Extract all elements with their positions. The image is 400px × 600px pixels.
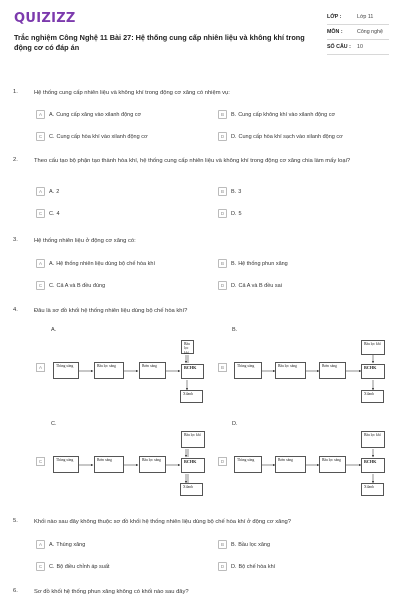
option-key: C. <box>49 210 55 217</box>
option-letter-box: C <box>36 281 45 290</box>
option-letter-box: D <box>218 209 227 218</box>
block-bom-xang: Bơm xăng <box>319 362 346 379</box>
question-number: 5. <box>13 518 18 524</box>
option-key: C. <box>49 563 55 570</box>
option-letter-box: B <box>218 110 227 119</box>
count-value: 10 <box>357 44 363 50</box>
option-text: Cung cấp hòa khí sạch vào xilanh động cơ <box>238 133 343 140</box>
block-bau-loc-khi: Bầu lọc khí <box>181 340 194 354</box>
question-number: 4. <box>13 307 18 313</box>
block-bchk: BCHK <box>181 364 204 379</box>
option-d[interactable] <box>218 562 275 571</box>
block-xilanh: Xilanh <box>361 483 384 496</box>
option-text: Bầu lọc xăng <box>238 541 271 548</box>
option-text: Cả A và B đều sai <box>238 282 282 289</box>
option-text: Bộ chế hòa khí <box>238 563 276 570</box>
option-letter-box: B <box>218 259 227 268</box>
block-bchk: BCHK <box>181 458 205 473</box>
block-xilanh: Xilanh <box>180 483 203 496</box>
diagram-option-c[interactable]: C <box>36 457 45 466</box>
option-letter-box: B <box>218 540 227 549</box>
diagram-option-d[interactable]: D <box>218 457 227 466</box>
option-text: Cả A và B đều đúng <box>56 282 106 289</box>
option-letter-box: D <box>218 562 227 571</box>
option-text: 2 <box>56 188 60 195</box>
option-text: 4 <box>56 210 60 217</box>
option-text: Hệ thống nhiên liệu dùng bộ chế hòa khí <box>56 260 155 267</box>
subject-label: MÔN : <box>327 29 343 35</box>
block-bau-loc-khi: Bầu lọc khí <box>361 431 385 448</box>
option-letter-box: C <box>36 209 45 218</box>
option-text: 5 <box>238 210 242 217</box>
option-letter-box: B <box>218 187 227 196</box>
option-text: Hệ thống phun xăng <box>238 260 288 267</box>
option-letter-box: C <box>36 132 45 141</box>
diagram-label-c: C. <box>51 421 57 427</box>
question-number: 2. <box>13 157 18 163</box>
diagram-label-a: A. <box>51 327 57 333</box>
class-value: Lớp 11 <box>357 14 374 20</box>
class-label: LỚP : <box>327 14 342 20</box>
option-key: D. <box>231 133 237 140</box>
option-key: A. <box>49 541 55 548</box>
option-text: Cung cấp không khí vào xilanh động cơ <box>238 111 336 118</box>
option-key: B. <box>231 260 237 267</box>
block-xilanh: Xilanh <box>180 390 203 403</box>
block-bchk: BCHK <box>361 364 385 379</box>
option-text: Thùng xăng <box>56 541 86 548</box>
option-text: Cung cấp hòa khí vào xilanh động cơ <box>56 133 148 140</box>
option-text: 3 <box>238 188 242 195</box>
block-thung-xang: Thùng xăng <box>53 362 79 379</box>
question-text: Sơ đồ khối hệ thống phun xăng không có khối nào sau đây? <box>34 589 189 595</box>
question-text: Đâu là sơ đồ khối hệ thống nhiên liệu dùng bộ chế hòa khí? <box>34 308 188 314</box>
option-letter-box: A <box>36 187 45 196</box>
block-bchk: BCHK <box>361 458 385 473</box>
option-key: D. <box>231 282 237 289</box>
option-key: C. <box>49 133 55 140</box>
quizizz-logo: QUIZIZZ <box>14 11 76 26</box>
block-xilanh: Xilanh <box>361 390 384 403</box>
question-number: 3. <box>13 237 18 243</box>
option-c[interactable] <box>36 562 109 571</box>
block-bau-loc-xang: Bầu lọc xăng <box>94 362 124 379</box>
subject-value: Công nghệ <box>357 29 383 35</box>
diagram-label-d: D. <box>232 421 238 427</box>
question-number: 6. <box>13 588 18 594</box>
count-label: SỐ CÂU : <box>327 44 351 50</box>
diagram-option-a[interactable]: A <box>36 363 45 372</box>
diagram-label-b: B. <box>232 327 238 333</box>
diagram-option-b[interactable]: B <box>218 363 227 372</box>
block-bau-loc-xang: Bầu lọc xăng <box>139 456 166 473</box>
block-bom-xang: Bơm xăng <box>94 456 124 473</box>
option-key: A. <box>49 188 55 195</box>
question-number: 1. <box>13 89 18 95</box>
question-text: Theo cấu tạo bộ phận tạo thành hòa khí, hệ thống cung cấp nhiên liệu và không khí trong động cơ xăng chia làm mấy loại? <box>34 158 351 164</box>
block-bau-loc-khi: Bầu lọc khí <box>181 431 205 448</box>
block-bom-xang: Bơm xăng <box>275 456 306 473</box>
option-letter-box: D <box>218 281 227 290</box>
question-text: Hệ thống nhiên liệu ở động cơ xăng có: <box>34 238 136 244</box>
option-key: B. <box>231 541 237 548</box>
page-title: Trắc nghiệm Công Nghệ 11 Bài 27: Hệ thống cung cấp nhiên liệu và không khí trong động cơ có đáp án <box>14 33 305 52</box>
block-bau-loc-xang: Bầu lọc xăng <box>319 456 346 473</box>
option-key: C. <box>49 282 55 289</box>
option-letter-box: A <box>36 259 45 268</box>
option-b[interactable] <box>218 540 270 549</box>
option-text: Bộ điều chỉnh áp suất <box>56 563 110 570</box>
option-letter-box: A <box>36 540 45 549</box>
option-key: D. <box>231 563 237 570</box>
block-thung-xang: Thùng xăng <box>53 456 79 473</box>
block-thung-xang: Thùng xăng <box>234 362 262 379</box>
option-key: A. <box>49 260 55 267</box>
block-bom-xang: Bơm xăng <box>139 362 166 379</box>
option-key: A. <box>49 111 55 118</box>
option-a[interactable] <box>36 540 85 549</box>
block-bau-loc-khi: Bầu lọc khí <box>361 340 385 355</box>
question-text: Hệ thống cung cấp nhiên liệu và không khí trong động cơ xăng có nhiệm vụ: <box>34 90 230 96</box>
option-text: Cung cấp xăng vào xilanh động cơ <box>56 111 142 118</box>
option-letter-box: C <box>36 562 45 571</box>
option-letter-box: A <box>36 110 45 119</box>
option-letter-box: D <box>218 132 227 141</box>
block-thung-xang: Thùng xăng <box>234 456 262 473</box>
option-key: B. <box>231 188 237 195</box>
option-key: D. <box>231 210 237 217</box>
block-bau-loc-xang: Bầu lọc xăng <box>275 362 306 379</box>
question-text: Khối nào sau đây không thuộc sơ đồ khối hệ thống nhiên liệu dùng bộ chế hòa khí ở động cơ xăng? <box>34 519 291 525</box>
option-key: B. <box>231 111 237 118</box>
